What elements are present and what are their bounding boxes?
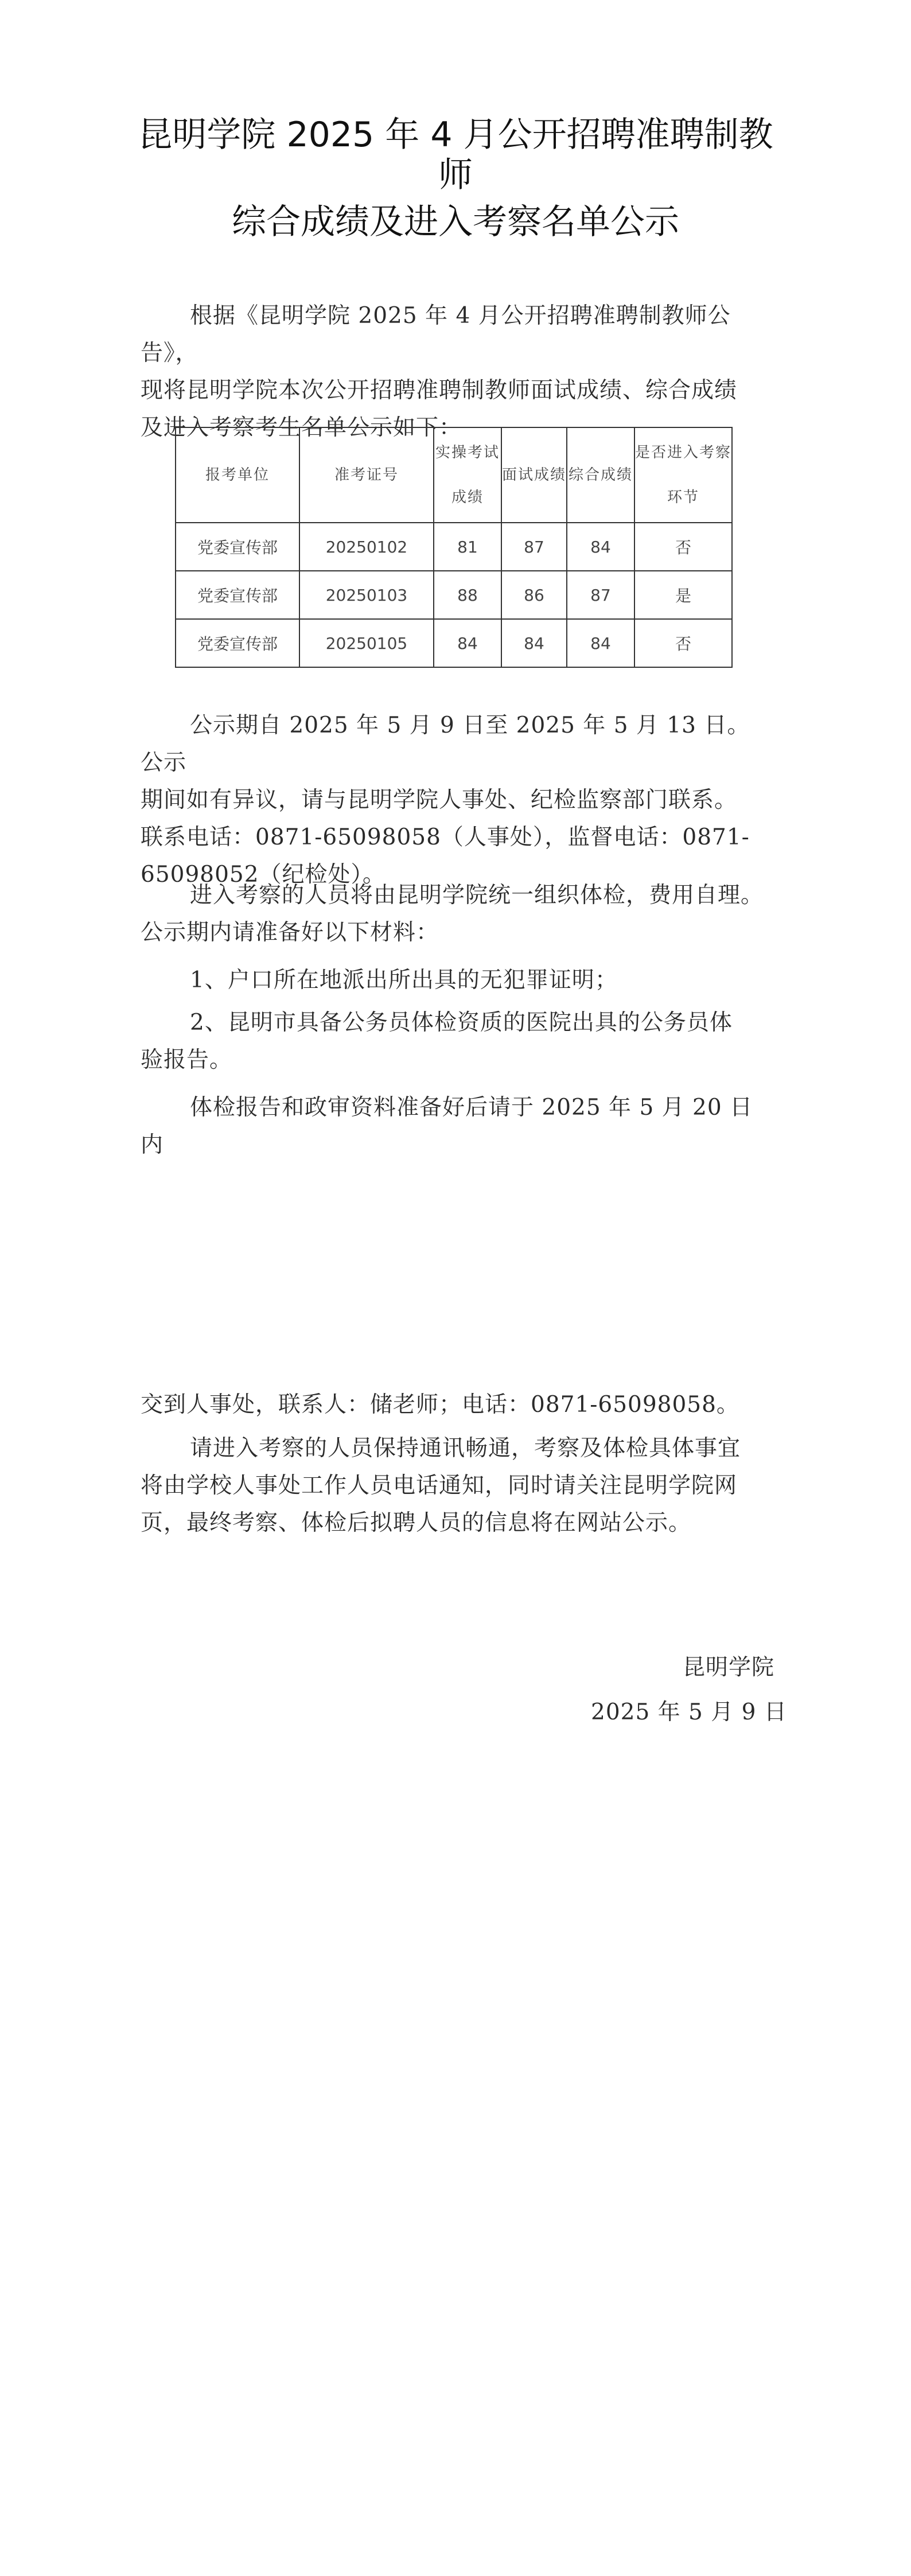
cell-enter-review: 是 (634, 571, 732, 619)
cell-exam-id: 20250103 (299, 571, 434, 619)
submit-paragraph-end (141, 1386, 772, 1423)
page-title-line-2: 师 (438, 155, 473, 195)
cell-unit: 党委宣传部 (176, 523, 299, 571)
cell-total-score: 87 (567, 571, 634, 619)
header-exam-id: 准考证号 (299, 427, 434, 523)
period-text: 公示期自 2025 年 5 月 9 日至 2025 年 5 月 13 日。公示 期间如有异议，请与昆明学院人事处、纪检监察部门联系。 联系电话：0871-65098058（人事处），监督电话：0871- 65098052（纪检处）。 (141, 713, 750, 888)
cell-exam-id: 20250102 (299, 523, 434, 571)
score-table (175, 427, 733, 668)
exam-text: 进入考察的人员将由昆明学院统一组织体检，费用自理。 公示期内请准备好以下材料： (141, 882, 764, 945)
header-total-score: 综合成绩 (567, 427, 634, 523)
material-item-1-text: 1、户口所在地派出所出具的无犯罪证明； (190, 967, 618, 993)
material-item-1 (141, 962, 772, 999)
material-item-2 (141, 1004, 772, 1079)
cell-exam-id: 20250105 (299, 619, 434, 667)
header-interview-score: 面试成绩 (501, 427, 567, 523)
table-row (176, 523, 732, 571)
cell-total-score: 84 (567, 523, 634, 571)
cell-total-score: 84 (567, 619, 634, 667)
signature-org: 昆明学院 (683, 1655, 775, 1680)
table-row (176, 619, 732, 667)
cell-unit: 党委宣传部 (176, 619, 299, 667)
header-practical-score: 实操考试成绩 (434, 427, 501, 523)
cell-practical-score: 88 (434, 571, 501, 619)
cell-interview-score: 87 (501, 523, 567, 571)
material-item-2-text: 2、昆明市具备公务员体检资质的医院出具的公务员体 验报告。 (141, 1010, 733, 1073)
table-row (176, 571, 732, 619)
exam-paragraph (141, 877, 772, 951)
submit-paragraph-start (141, 1089, 772, 1164)
cell-interview-score: 86 (501, 571, 567, 619)
cell-practical-score: 84 (434, 619, 501, 667)
page-title-line-1: 昆明学院 2025 年 4 月公开招聘准聘制教 (138, 115, 773, 155)
cell-unit: 党委宣传部 (176, 571, 299, 619)
cell-enter-review: 否 (634, 619, 732, 667)
intro-paragraph (141, 297, 772, 446)
table-header-row (176, 427, 732, 523)
intro-text: 根据《昆明学院 2025 年 4 月公开招聘准聘制教师公告》， 现将昆明学院本次公开招聘准聘制教师面试成绩、综合成绩 及进入考察考生名单公示如下： (141, 303, 738, 441)
notice-paragraph (141, 1430, 772, 1542)
cell-enter-review: 否 (634, 523, 732, 571)
header-unit: 报考单位 (176, 427, 299, 523)
period-paragraph (141, 707, 772, 893)
signature-date: 2025 年 5 月 9 日 (591, 1699, 787, 1725)
notice-text: 请进入考察的人员保持通讯畅通，考察及体检具体事宜 将由学校人事处工作人员电话通知，同时请关注昆明学院网 页，最终考察、体检后拟聘人员的信息将在网站公示。 (141, 1435, 741, 1536)
cell-practical-score: 81 (434, 523, 501, 571)
submit-start-text: 体检报告和政审资料准备好后请于 2025 年 5 月 20 日内 (141, 1095, 753, 1158)
page-subtitle: 综合成绩及进入考察名单公示 (232, 202, 679, 242)
cell-interview-score: 84 (501, 619, 567, 667)
submit-end-text: 交到人事处，联系人：储老师；电话：0871-65098058。 (141, 1392, 739, 1418)
header-enter-review: 是否进入考察环节 (634, 427, 732, 523)
